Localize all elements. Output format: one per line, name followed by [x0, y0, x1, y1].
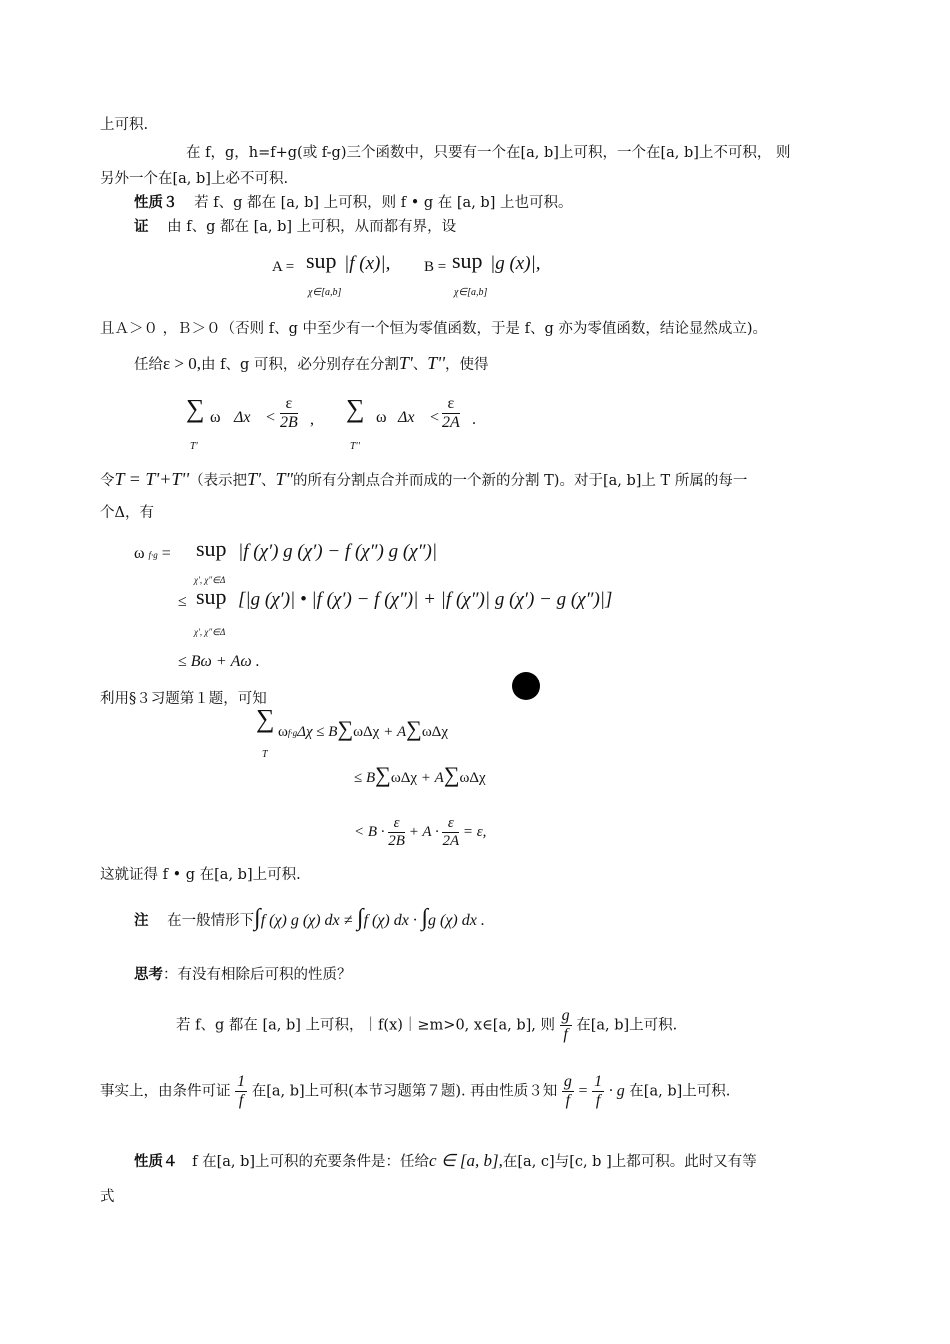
eq2-row2: [|g (χ′)| • |f (χ′) − f (χ″)| + |f (χ″)| g (χ′) − g (χ″)|] [238, 589, 613, 610]
eq2-omega: ω [134, 545, 145, 562]
eq3-t: T [262, 749, 268, 760]
property-3-label: 性质３ [134, 195, 178, 211]
p9-frac-3 [592, 1074, 604, 1109]
p4-sep: 、 [412, 357, 428, 373]
p5-eq: T = T'+T'' [114, 469, 190, 489]
p9-d2: f [565, 1092, 571, 1109]
omega-2: ω [376, 409, 387, 426]
eq3-l3a: < B · [354, 823, 385, 840]
p5-t1: T′ [247, 469, 262, 489]
p9-d: 在[a, b]上可积. [629, 1083, 731, 1100]
p9-d1: f [238, 1092, 244, 1109]
eq3-frac-2-num: ε [442, 816, 459, 833]
black-dot [512, 672, 540, 700]
equation-2 [134, 536, 694, 676]
frac-1-num: ε [280, 396, 298, 414]
comma-1: , [310, 411, 314, 428]
eq3-l1e: + A [383, 724, 407, 740]
eq3-l1c: ≤ B [316, 724, 338, 740]
property-4-b: 在[a, c]与[c, b ]上都可积。此时又有等 [502, 1154, 757, 1170]
eq3-l2c: + A [420, 770, 444, 786]
equation-ab [272, 250, 572, 302]
eq3-frac-2-den: 2A [442, 833, 460, 849]
period-1: . [472, 411, 476, 428]
eq2-le: ≤ [178, 593, 187, 610]
paragraph-8 [176, 1008, 677, 1043]
eq2-row3: ≤ Bω + Aω . [178, 653, 260, 670]
eq2-row1-text: f (χ′) g (χ′) − f (χ″) g (χ″) [243, 541, 432, 562]
p9-frac-1 [235, 1074, 247, 1109]
eq3-l2b: ωΔχ [390, 770, 418, 786]
paragraph-4 [134, 354, 488, 373]
p9-frac-2 [562, 1074, 574, 1109]
frac-2 [442, 396, 460, 431]
p4-b: 由 f、g 可积，必分别存在分割 [200, 357, 399, 373]
eq3-l2d: ωΔχ [459, 770, 486, 786]
eq2-row1: |f (χ′) g (χ′) − f (χ″) g (χ″)| [238, 541, 438, 562]
dx-1: Δx [234, 409, 251, 426]
eq2-range-1: χ′, χ″∈Δ [194, 575, 226, 585]
dx-2: Δx [398, 409, 415, 426]
eq3-l1f: ωΔχ [421, 724, 448, 740]
p4-c: ，使得 [444, 357, 489, 373]
eq2-sup-1: sup [196, 536, 227, 561]
sum-sign-1: ∑ [186, 394, 205, 423]
p5-t2: T″ [275, 469, 294, 489]
lt-2: < [430, 409, 440, 426]
p9-n3: 1 [594, 1073, 603, 1090]
paragraph-10: 式 [100, 1189, 115, 1205]
paragraph-3: 且Ａ＞０ ，Ｂ＞０（否则 f、g 中至少有一个恒为零值函数，于是 f、g 亦为零值函数，结论显然成立)。 [100, 321, 767, 337]
frac-2-den: 2A [442, 414, 460, 431]
p8-b: 在[a, b]上可积. [576, 1017, 678, 1034]
paragraph-5b [100, 506, 154, 521]
eq3-l2: ≤ B∑ωΔχ + A∑ωΔχ [354, 762, 486, 787]
p8-frac [560, 1008, 572, 1043]
proof-label: 证 [134, 219, 149, 235]
p5-a: 令 [100, 473, 115, 489]
equation-1 [186, 396, 506, 460]
lt-1: < [266, 409, 276, 426]
eq3-frac-2 [442, 816, 459, 849]
p5-d: 个 [100, 505, 115, 521]
p9-c: · g [608, 1082, 625, 1100]
property-4 [134, 1152, 757, 1170]
fx-text: f (x) [349, 253, 381, 274]
eq2-range-2: χ′, χ″∈Δ [194, 627, 226, 637]
paragraph-5 [100, 470, 747, 489]
eq3-l3b: + A · [408, 823, 439, 840]
p9-b: 在[a, b]上可积(本节习题第７题). 再由性质３知 [251, 1083, 558, 1100]
p9-eq: = [578, 1082, 588, 1100]
t2-sub: T'' [350, 441, 360, 452]
eq3-l3 [354, 816, 486, 849]
eq2-row2-c: f (χ″) [445, 589, 485, 610]
p8-num: g [561, 1007, 570, 1024]
frac-1-den: 2B [280, 414, 298, 431]
paragraph-1: 上可积. [100, 117, 149, 133]
think-line [134, 968, 352, 983]
a-lhs: A = [272, 259, 295, 275]
eq2-row2-d: g (χ′) − g (χ″) [494, 589, 600, 610]
eq2-sup-2: sup [196, 584, 227, 609]
eq2-row3-b: + Aω [215, 653, 252, 670]
b-sup: sup [452, 248, 483, 273]
p8-a: 若 f、g 都在 [a, b] 上可积，｜f(x)｜≥m>0, x∈[a, b], 则 [176, 1017, 555, 1034]
b-lhs: B = [424, 259, 447, 275]
note-label: 注 [134, 913, 149, 929]
t1-sub: T' [190, 441, 198, 452]
eq2-row2-a: g (χ′) [250, 589, 291, 610]
p4-eps: ε > 0, [163, 354, 201, 373]
frac-2-num: ε [442, 396, 460, 414]
property-4-a: f 在[a, b]上可积的充要条件是：任给 [192, 1154, 430, 1170]
p9-n1: 1 [237, 1073, 246, 1090]
p9-a: 事实上，由条件可证 [100, 1083, 231, 1100]
sum-sign-2: ∑ [346, 394, 365, 423]
note-eq: f (χ) g (χ) dx ≠ [260, 912, 353, 929]
proof-line [134, 220, 456, 235]
note-eq2: f (χ) dx · [363, 912, 417, 929]
paragraph-2a: 在 f，g，h=f+g(或 f-g)三个函数中，只要有一个在[a, b]上可积，一个在[a, b]上不可积， 则 [186, 145, 791, 161]
eq3-l1b: Δχ [297, 724, 313, 740]
eq3-sum-1: ∑ [256, 704, 275, 733]
eq3-l1: ωf·gΔχ ≤ B∑ωΔχ + A∑ωΔχ [278, 716, 448, 741]
a-range: χ∈[a,b] [308, 287, 342, 298]
eq3-l1d: ωΔχ [353, 724, 380, 740]
p4-t2: T'' [427, 353, 445, 373]
p4-t1: T' [398, 353, 413, 373]
think-label: 思考 [134, 967, 163, 983]
p9-d3: f [595, 1092, 601, 1109]
eq3-l1a: ω [278, 724, 288, 740]
equation-3 [256, 706, 596, 866]
eq3-l2a: ≤ B [354, 770, 376, 786]
eq3-frac-1 [388, 816, 405, 849]
proof-text: 由 f、g 都在 [a, b] 上可积，从而都有界，设 [167, 219, 457, 235]
a-abs: |f (x)|, [344, 253, 391, 274]
eq3-l3c: = ε, [462, 823, 487, 840]
p5-e: ，有 [124, 505, 154, 521]
eq2-row2-b: f (χ′) − f (χ″) [316, 589, 414, 610]
b-range: χ∈[a,b] [454, 287, 488, 298]
p5-delta: Δ [114, 505, 125, 521]
eq3-frac-1-den: 2B [388, 833, 405, 849]
p4-a: 任给 [134, 357, 163, 373]
note-eq3: g (χ) dx . [428, 912, 485, 929]
a-sup: sup [306, 248, 337, 273]
gx-text: g (x) [495, 253, 531, 274]
property-3-text: 若 f、g 都在 [a, b] 上可积，则 f • g 在 [a, b] 上也可积。 [194, 195, 573, 211]
p5-sep: 、 [261, 473, 276, 489]
property-4-label: 性质４ [134, 1154, 178, 1170]
eq3-frac-1-num: ε [388, 816, 405, 833]
paragraph-6: 利用§３习题第１题，可知 [100, 691, 267, 707]
paragraph-2b: 另外一个在[a, b]上必不可积. [100, 171, 289, 187]
property-4-c: c ∈ [a, b], [429, 1151, 503, 1170]
paragraph-9 [100, 1074, 730, 1109]
eq2-lhs: ω f·g = [134, 545, 171, 562]
note-line: 注 在一般情形下∫f (χ) g (χ) dx ≠ ∫f (χ) dx · ∫g (χ) dx . [134, 905, 485, 931]
property-3 [134, 196, 572, 211]
paragraph-7: 这就证得 f • g 在[a, b]上可积. [100, 867, 301, 883]
b-abs: |g (x)|, [490, 253, 541, 274]
p8-den: f [563, 1026, 568, 1043]
frac-1 [280, 396, 298, 431]
think-text: ：有没有相除后可积的性质？ [163, 967, 352, 983]
omega-1: ω [210, 409, 221, 426]
note-text: 在一般情形下 [167, 913, 255, 929]
p9-n2: g [563, 1073, 572, 1090]
p5-c: 的所有分割点合并而成的一个新的分割 T)。对于[a, b]上 T 所属的每一 [293, 473, 748, 489]
eq2-row3-a: ≤ Bω [178, 653, 212, 670]
p5-b: （表示把 [189, 473, 248, 489]
